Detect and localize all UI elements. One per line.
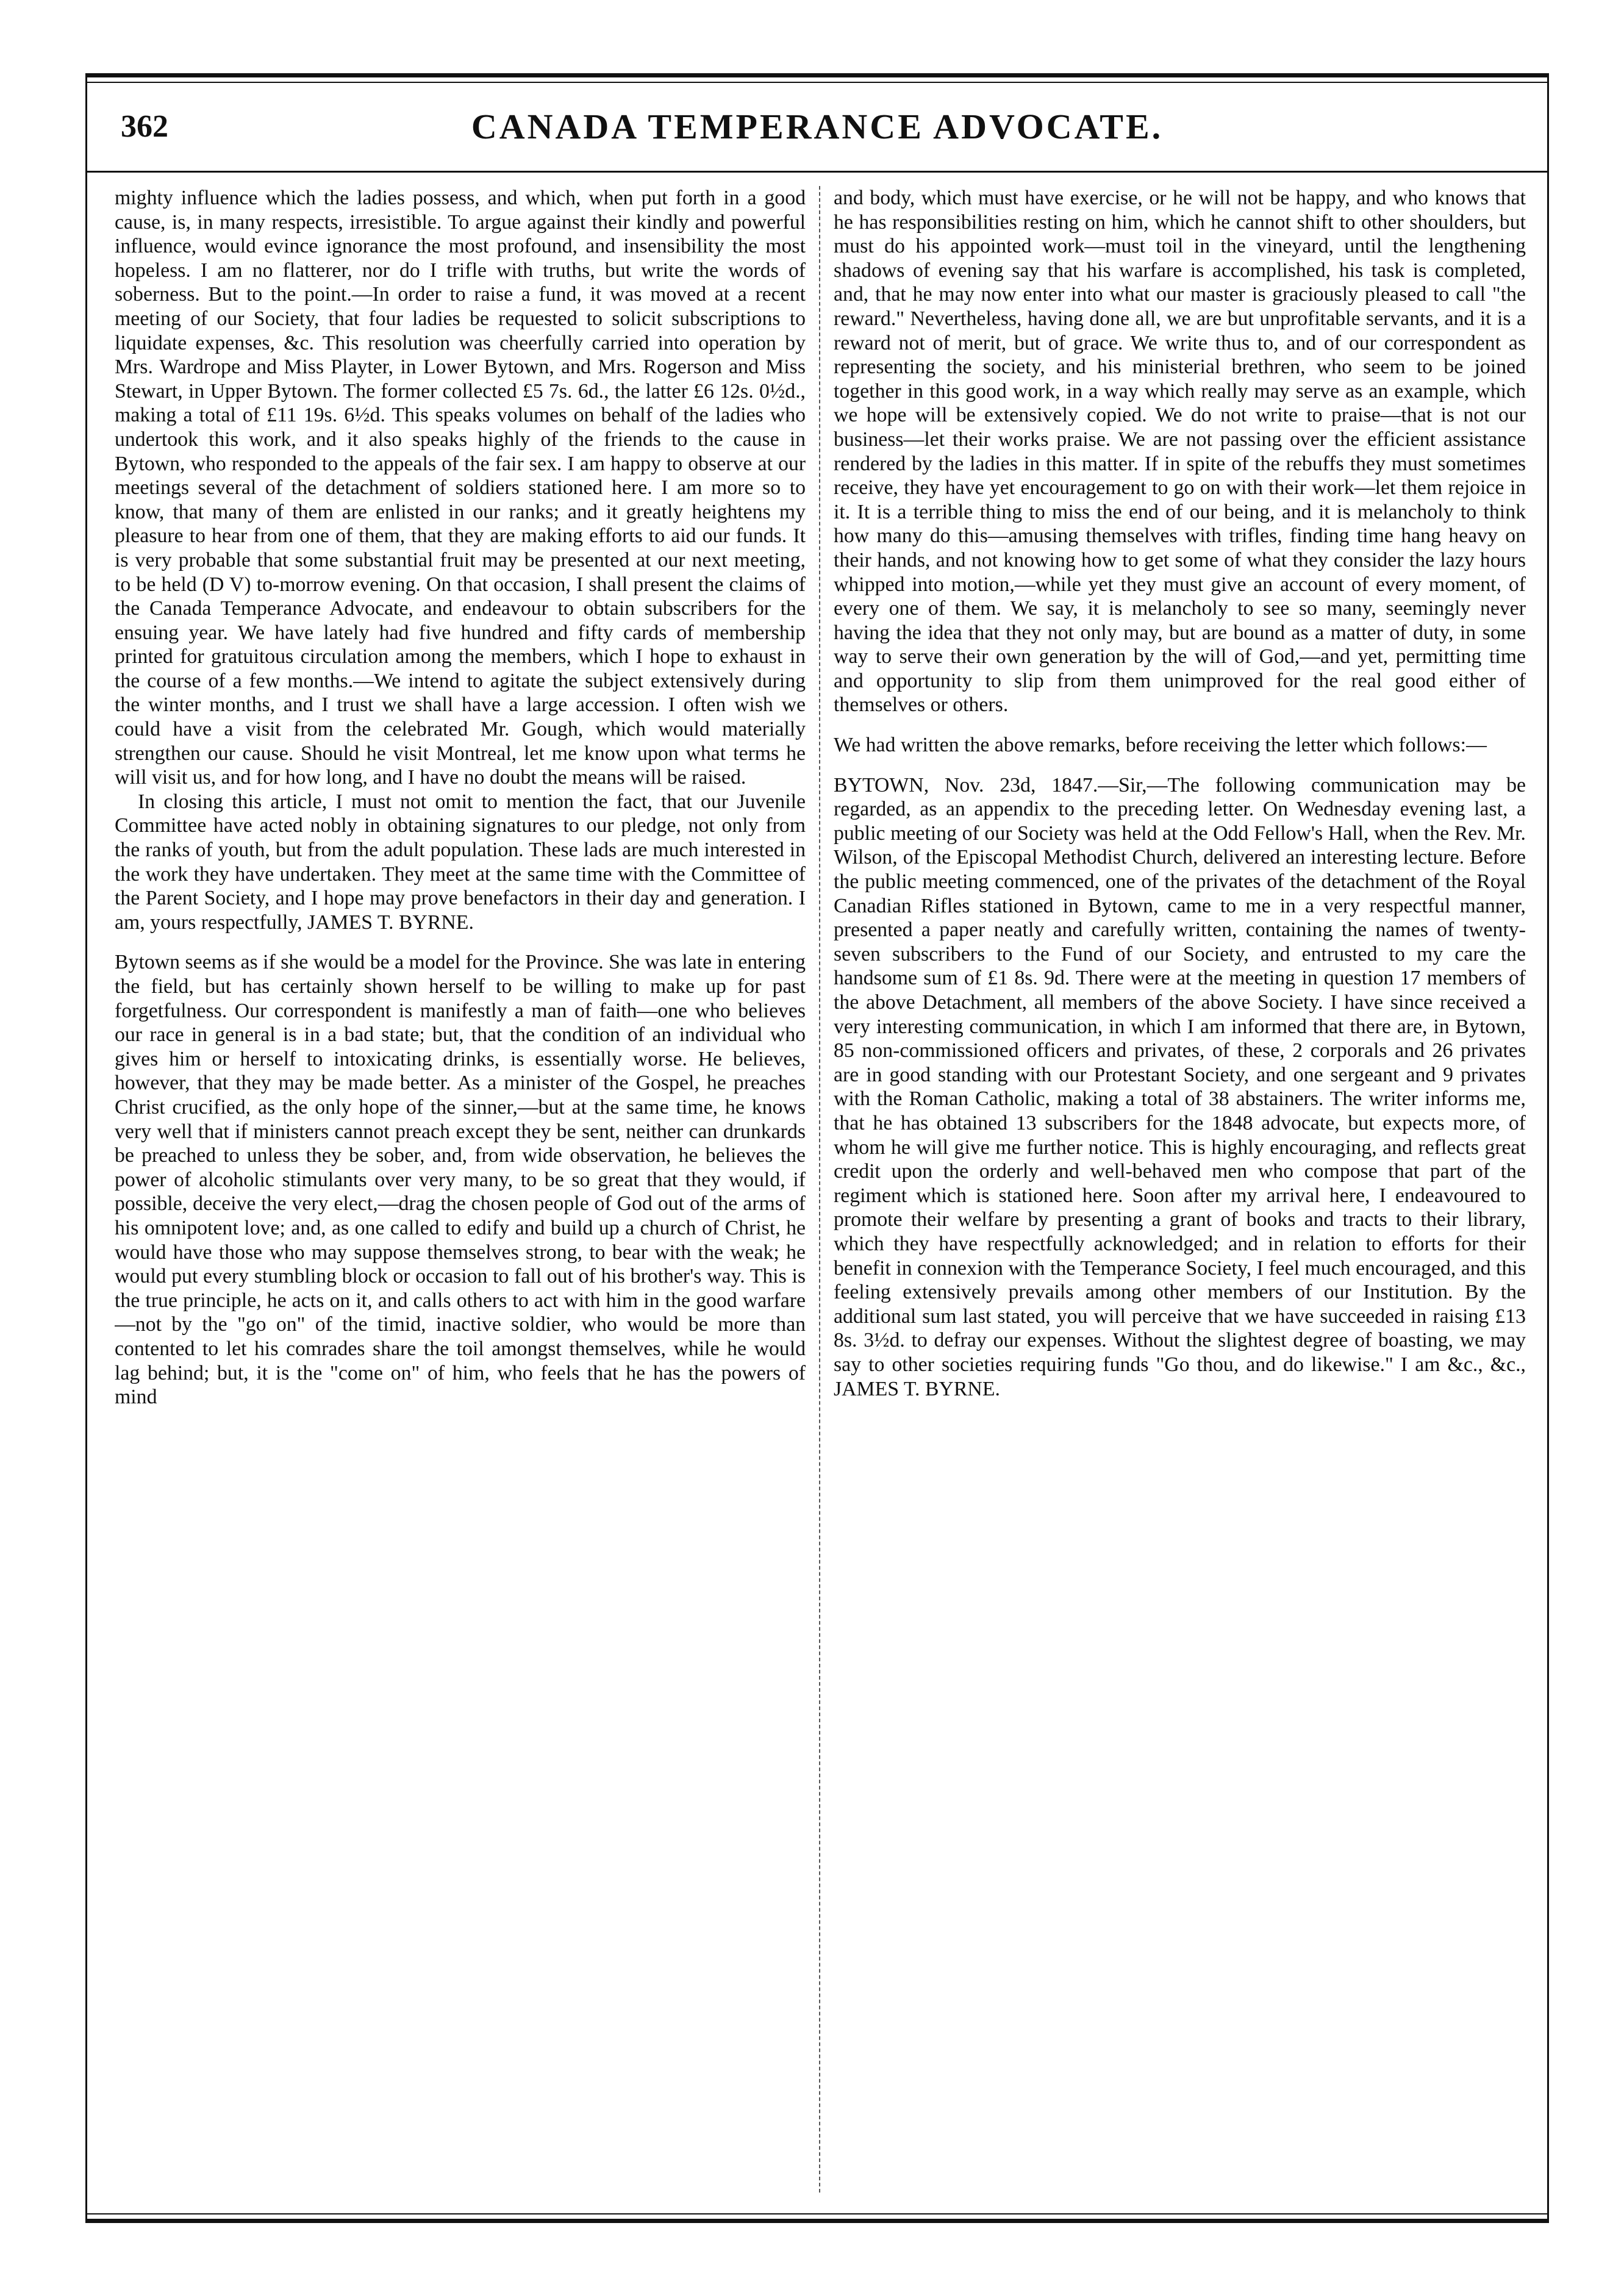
left-column [115,186,820,2193]
paragraph: In closing this article, I must not omit to mention the fact, that our Juvenile Committee have acted nobly in obtaining signatures to our pledge, not only from the ranks of youth, but from the adult population. These lads are much interested in the work they have undertaken. They meet at the same time with the Committee of the Parent Society, and I hope may prove benefactors in their day and generation. I am, yours respectfully, JAMES T. BYRNE. [115,790,806,934]
right-column [820,186,1526,2193]
page-frame [85,73,1549,2223]
bottom-rule-thick [87,2219,1547,2223]
header-rule [87,171,1547,173]
top-rule-thick [87,73,1547,77]
page-header [87,91,1547,165]
bottom-rule-thin [87,2213,1547,2214]
paragraph: mighty influence which the ladies possess, and which, when put forth in a good cause, is, in many respects, irresistible. To argue against their kindly and powerful influence, would evince ignorance the most profound, and insensibility the most hopeless. I am no flatterer, nor do I trifle with truths, but write the words of soberness. But to the point.—In order to raise a fund, it was moved at a recent meeting of our Society, that four ladies be requested to solicit subscriptions to liquidate expenses, &c. This resolution was cheerfully carried into operation by Mrs. Wardrope and Miss Playter, in Lower Bytown, and Mrs. Rogerson and Miss Stewart, in Upper Bytown. The former collected £5 7s. 6d., the latter £6 12s. 0½d., making a total of £11 19s. 6½d. This speaks volumes on behalf of the ladies who undertook this work, and it also speaks highly of the friends to the cause in Bytown, who responded to the appeals of the fair sex. I am happy to observe at our meetings several of the detachment of soldiers stationed here. I am more so to know, that many of them are enlisted in our ranks; and it greatly heightens my pleasure to hear from one of them, that they are making efforts to aid our funds. It is very probable that some substantial fruit may be presented at our next meeting, to be held (D V) to-morrow evening. On that occasion, I shall present the claims of the Canada Temperance Advocate, and endeavour to obtain subscribers for the ensuing year. We have lately had five hundred and fifty cards of membership printed for gratuitous circulation among the members, which I hope to exhaust in the course of a few months.—We intend to agitate the subject extensively during the winter months, and I trust we shall have a large accession. I often wish we could have a visit from the celebrated Mr. Gough, which would materially strengthen our cause. Should he visit Montreal, let me know upon what terms he will visit us, and for how long, and I have no doubt the means will be raised. [115,187,806,789]
paragraph: We had written the above remarks, before receiving the letter which follows:— [834,734,1487,757]
top-rule-thin [87,82,1547,83]
letter-paragraph: BYTOWN, Nov. 23d, 1847.—Sir,—The following communication may be regarded, as an appendix to the preceding letter. On Wednesday evening last, a public meeting of our Society was held at the Odd Fellow's Hall, when the Rev. Mr. Wilson, of the Episcopal Methodist Church, delivered an interesting lecture. Before the public meeting commenced, one of the privates of the detachment of the Royal Canadian Rifles stationed in Bytown, came to me in a very respectful manner, presented a paper neatly and carefully written, containing the names of twenty-seven subscribers to the Fund of our Society, and entrusted to my care the handsome sum of £1 8s. 9d. There were at the meeting in question 17 members of the above Detachment, all members of the above Society. I have since received a very interesting communication, in which I am informed that there are, in Bytown, 85 non-commissioned officers and privates, of these, 2 corporals and 26 privates are in good standing with our Protestant Society, and one sergeant and 9 privates with the Roman Catholic, making a total of 38 abstainers. The writer informs me, that he has obtained 13 subscribers for the 1848 advocate, but expects more, of whom he will give me further notice. This is highly encouraging, and reflects great credit upon the orderly and well-behaved men who compose that part of the regiment which is stationed here. Soon after my arrival here, I endeavoured to promote their welfare by presenting a grant of books and tracts to their library, which they have respectfully acknowledged; and in relation to efforts for their benefit in connexion with the Temperance Society, I feel much encouraged, and this feeling extensively prevails among other members of our Institution. By the additional sum last stated, you will perceive that we have succeeded in raising £13 8s. 3½d. to defray our expenses. Without the slightest degree of boasting, we may say to other societies requiring funds "Go thou, and do likewise." I am &c., &c., JAMES T. BYRNE. [834,773,1526,1400]
page-number: 362 [121,109,168,144]
text-columns [115,186,1526,2193]
paragraph: Bytown seems as if she would be a model for the Province. She was late in entering the field, but has certainly shown herself to be willing to make up for past forgetfulness. Our correspondent is manifestly a man of faith—one who believes our race in general is in a bad state; but, that the condition of an individual who gives him or herself to intoxicating drinks, is essentially worse. He believes, however, that they may be made better. As a minister of the Gospel, he preaches Christ crucified, as the only hope of the sinner,—but at the same time, he knows very well that if ministers cannot preach except they be sent, neither can drunkards be preached to unless they be sober, and, from wide observation, he believes the power of alcoholic stimulants over very many, to be so great that they would, if possible, deceive the very elect,—drag the chosen people of God out of the arms of his omnipotent love; and, as one called to edify and build up a church of Christ, he would have those who may suppose themselves strong, to bear with the weak; he would put every stumbling block or occasion to fall out of his brother's way. This is the true principle, he acts on it, and calls others to act with him in the good warfare—not by the "go on" of the timid, inactive soldier, who would be more than contented to let his comrades share the toil amongst themselves, while he would lag behind; but, it is the "come on" of him, who feels that he has the powers of mind [115,951,806,1409]
running-title: CANADA TEMPERANCE ADVOCATE. [471,107,1164,146]
paragraph: and body, which must have exercise, or he will not be happy, and who knows that he has responsibilities resting on him, which he cannot shift to other shoulders, but must do his appointed work—must toil in the vineyard, until the lengthening shadows of evening say that his warfare is accomplished, his task is completed, and, that he may now enter into what our master is graciously pleased to call "the reward." Nevertheless, having done all, we are but unprofitable servants, and it is a reward not of merit, but of grace. We write thus to, and of our correspondent as representing the society, and his ministerial brethren, who seem to be joined together in this good work, in a way which really may serve as an example, which we hope will be extensively copied. We do not write to praise—that is not our business—let their works praise. We are not passing over the efficient assistance rendered by the ladies in this matter. If in spite of the rebuffs they must sometimes receive, they have yet encouragement to go on with their work—let them rejoice in it. It is a terrible thing to miss the end of our being, and it is melancholy to think how many do this—amusing themselves with trifles, finding time hang heavy on their hands, and not knowing how to get some of what they consider the lazy hours whipped into motion,—while yet they must give an account of every moment, of every one of them. We say, it is melancholy to see so many, seemingly never having the idea that they not only may, but are bound as a matter of duty, in some way to serve their own generation by the will of God,—and yet, permitting time and opportunity to slip from them unimproved for the real good either of themselves or others. [834,187,1526,717]
